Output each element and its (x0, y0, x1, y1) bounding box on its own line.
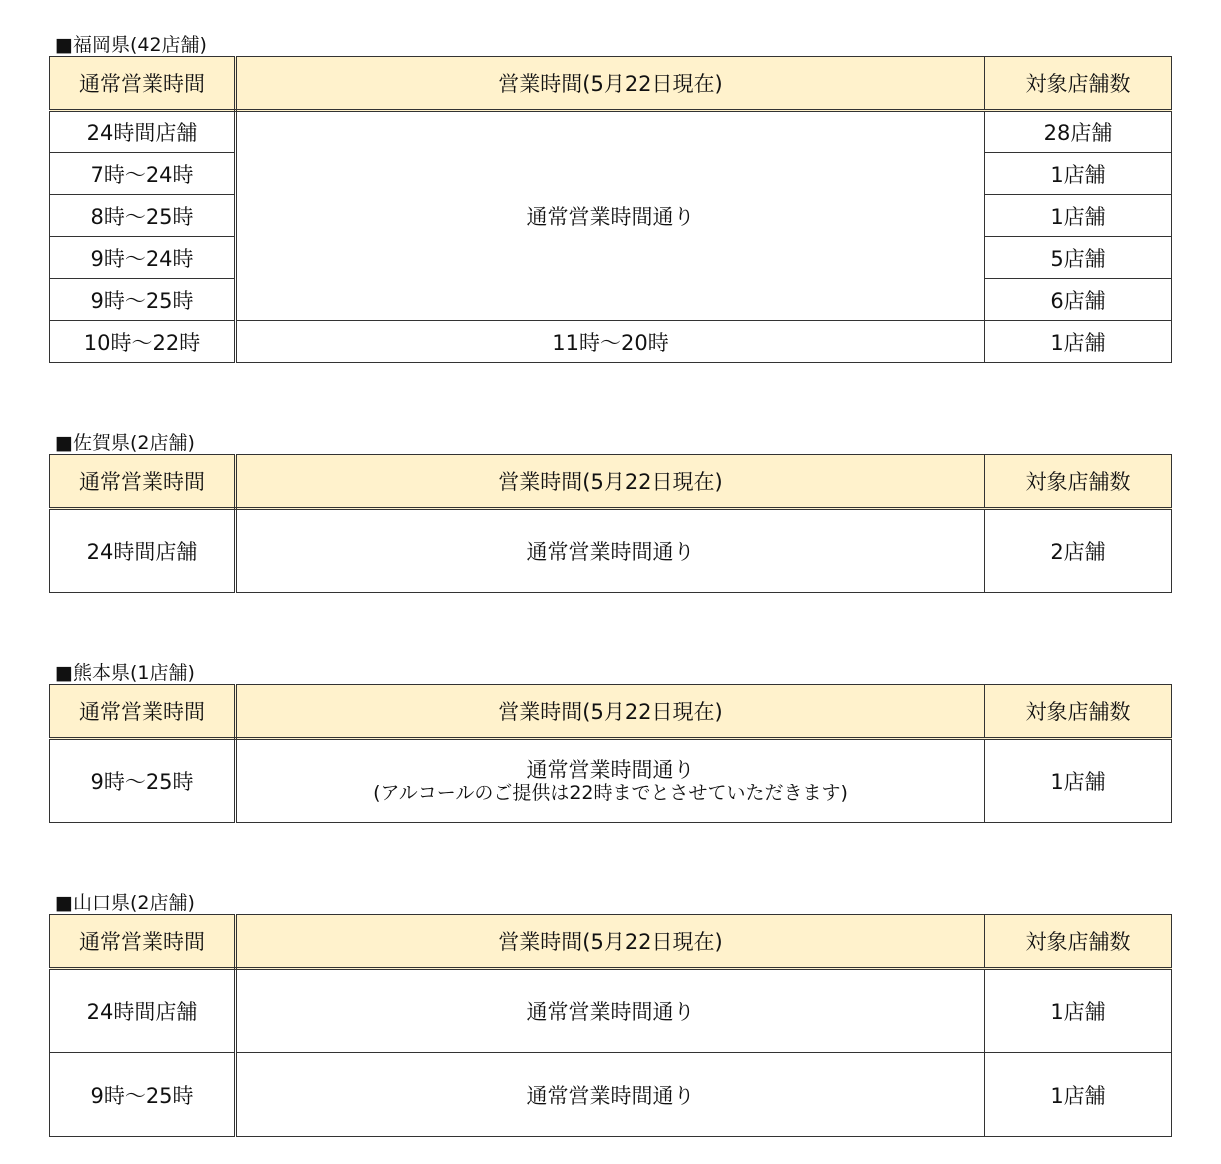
regular-hours-cell: 9時～24時 (50, 237, 236, 279)
business-hours-cell: 通常営業時間通り (236, 111, 985, 321)
regular-hours-cell: 9時～25時 (50, 1053, 236, 1137)
business-hours-cell: 通常営業時間通り (236, 969, 985, 1053)
hours-table-saga (49, 454, 1172, 593)
table-row (50, 111, 1172, 153)
store-count-cell: 1店舗 (985, 969, 1172, 1053)
section-title: ■山口県(2店舗) (55, 892, 195, 914)
store-count-cell: 1店舗 (985, 739, 1172, 823)
store-count-cell: 1店舗 (985, 321, 1172, 363)
business-hours-cell: 通常営業時間通り (236, 509, 985, 593)
store-count-cell: 1店舗 (985, 153, 1172, 195)
hours-table-yamaguchi (49, 914, 1172, 1137)
table-row (50, 969, 1172, 1053)
table-row (50, 1053, 1172, 1137)
section-title: ■熊本県(1店舗) (55, 662, 195, 684)
header-store-count: 対象店舗数 (985, 455, 1172, 509)
table-row (50, 509, 1172, 593)
hours-table-fukuoka (49, 56, 1172, 363)
header-business-hours: 営業時間(5月22日現在) (236, 915, 985, 969)
store-count-cell: 6店舗 (985, 279, 1172, 321)
header-business-hours: 営業時間(5月22日現在) (236, 57, 985, 111)
regular-hours-cell: 9時～25時 (50, 739, 236, 823)
table-row (50, 739, 1172, 823)
header-regular-hours: 通常営業時間 (50, 685, 236, 739)
store-count-cell: 5店舗 (985, 237, 1172, 279)
table-header-row (50, 57, 1172, 111)
table-row (50, 321, 1172, 363)
regular-hours-cell: 7時～24時 (50, 153, 236, 195)
header-business-hours: 営業時間(5月22日現在) (236, 455, 985, 509)
regular-hours-cell: 10時～22時 (50, 321, 236, 363)
header-regular-hours: 通常営業時間 (50, 915, 236, 969)
regular-hours-cell: 24時間店舗 (50, 509, 236, 593)
regular-hours-cell: 8時～25時 (50, 195, 236, 237)
regular-hours-cell: 24時間店舗 (50, 111, 236, 153)
regular-hours-cell: 24時間店舗 (50, 969, 236, 1053)
header-store-count: 対象店舗数 (985, 915, 1172, 969)
business-hours-cell: 11時～20時 (236, 321, 985, 363)
header-regular-hours: 通常営業時間 (50, 455, 236, 509)
section-title: ■福岡県(42店舗) (55, 34, 207, 56)
business-hours-cell (236, 739, 985, 823)
business-hours-cell: 通常営業時間通り (236, 1053, 985, 1137)
store-count-cell: 28店舗 (985, 111, 1172, 153)
store-count-cell: 1店舗 (985, 195, 1172, 237)
header-business-hours: 営業時間(5月22日現在) (236, 685, 985, 739)
table-header-row (50, 915, 1172, 969)
store-count-cell: 1店舗 (985, 1053, 1172, 1137)
alcohol-note: (アルコールのご提供は22時までとさせていただきます) (373, 782, 848, 804)
header-store-count: 対象店舗数 (985, 57, 1172, 111)
hours-table-kumamoto (49, 684, 1172, 823)
table-header-row (50, 455, 1172, 509)
regular-hours-cell: 9時～25時 (50, 279, 236, 321)
header-regular-hours: 通常営業時間 (50, 57, 236, 111)
header-store-count: 対象店舗数 (985, 685, 1172, 739)
section-title: ■佐賀県(2店舗) (55, 432, 195, 454)
store-count-cell: 2店舗 (985, 509, 1172, 593)
business-hours-text: 通常営業時間通り (526, 758, 695, 782)
table-header-row (50, 685, 1172, 739)
